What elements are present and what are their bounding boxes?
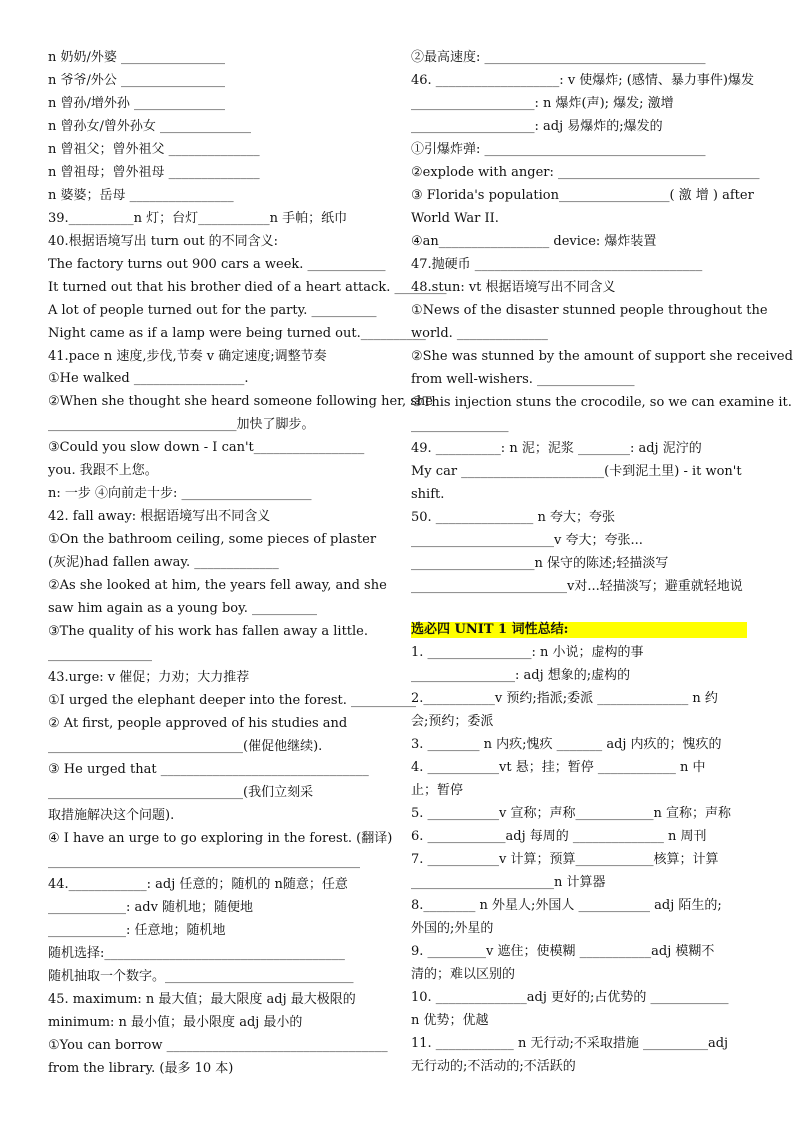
text-line: ______________________________(催促他继续). xyxy=(48,739,323,754)
text-line: n 曾祖父；曾外祖父 ______________ xyxy=(48,142,260,157)
text-line: 随机选择:_____________________________________ xyxy=(48,946,345,961)
text-line: world. ______________ xyxy=(411,326,548,341)
text-line: 3. ________ n 内疚;愧疚 _______ adj 内疚的；愧疚的 xyxy=(411,737,722,752)
text-line: 11. ____________ n 无行动;不采取措施 __________adj xyxy=(411,1036,729,1051)
text-line: ________________ xyxy=(48,647,152,662)
text-line: n 爷爷/外公 ________________ xyxy=(48,73,226,88)
text-line: ④an_________________ device: 爆炸装置 xyxy=(411,234,657,249)
text-line: _______________ xyxy=(411,418,509,433)
text-line: 44.____________: adj 任意的；随机的 n随意；任意 xyxy=(48,877,348,892)
text-line: ②As she looked at him, the years fell away, and she xyxy=(48,578,387,593)
text-line: 取措施解决这个问题). xyxy=(48,808,175,823)
text-line: n 优势；优越 xyxy=(411,1013,489,1028)
text-line: 48.stun: vt 根据语境写出不同含义 xyxy=(411,280,616,295)
text-line: ②When she thought she heard someone following her, she xyxy=(48,394,433,409)
text-line: minimum: n 最小值；最小限度 adj 最小的 xyxy=(48,1015,303,1030)
text-line: ③ He urged that ________________________________ xyxy=(48,762,369,777)
text-line: n 曾孙女/曾外孙女 ______________ xyxy=(48,119,252,134)
text-line: 43.urge: v 催促；力劝；大力推荐 xyxy=(48,670,250,685)
text-line: n: 一步 ④向前走十步: ____________________ xyxy=(48,486,312,501)
text-line: shift. xyxy=(411,487,445,502)
text-line: 8.________ n 外星人;外国人 ___________ adj 陌生的; xyxy=(411,898,722,913)
text-line: ____________: adv 随机地；随便地 xyxy=(48,900,254,915)
text-line: from well-wishers. _______________ xyxy=(411,372,635,387)
text-line: from the library. (最多 10 本) xyxy=(48,1061,234,1076)
text-line: n 婆婆；岳母 ________________ xyxy=(48,188,234,203)
text-line: ___________________: adj 易爆炸的;爆发的 xyxy=(411,119,663,134)
text-line: ②She was stunned by the amount of support she received xyxy=(411,349,793,364)
text-line: ③This injection stuns the crocodile, so we can examine it. xyxy=(411,395,792,410)
text-line: Night came as if a lamp were being turned out.__________ xyxy=(48,326,426,341)
text-line: n 曾孙/增外孙 ______________ xyxy=(48,96,226,111)
text-line: ①You can borrow __________________________________ xyxy=(48,1038,388,1053)
text-line: 41.pace n 速度,步伐,节奏 v 确定速度;调整节奏 xyxy=(48,349,327,364)
text-line: ①On the bathroom ceiling, some pieces of plaster xyxy=(48,532,377,547)
text-line: ________________________________________________ xyxy=(48,854,360,869)
text-line: 7. ___________v 计算；预算____________核算；计算 xyxy=(411,852,719,867)
text-line: ______________________________(我们立刻采 xyxy=(48,785,314,800)
text-line: 1. ________________: n 小说；虚构的事 xyxy=(411,645,644,660)
text-line: 随机抽取一个数字。_____________________________ xyxy=(48,969,354,984)
text-line: 9. _________v 遮住；使模糊 ___________adj 模糊不 xyxy=(411,944,715,959)
text-line: ①I urged the elephant deeper into the forest. __________ xyxy=(48,693,417,708)
text-line: (灰泥)had fallen away. _____________ xyxy=(48,555,279,570)
text-line: 2.___________v 预约;指派;委派 ______________ n 约 xyxy=(411,691,718,706)
text-line: 47.抛硬币 ___________________________________ xyxy=(411,257,703,272)
text-line: 5. ___________v 宣称；声称____________n 宣称；声称 xyxy=(411,806,732,821)
text-line: 外国的;外星的 xyxy=(411,921,494,936)
text-line: 42. fall away: 根据语境写出不同含义 xyxy=(48,509,271,524)
text-line: ②最高速度: __________________________________ xyxy=(411,50,706,65)
text-line: 止；暂停 xyxy=(411,783,464,798)
text-line: ①引爆炸弹: __________________________________ xyxy=(411,142,706,157)
text-line: 无行动的;不活动的;不活跃的 xyxy=(411,1059,576,1074)
text-line: The factory turns out 900 cars a week. ____________ xyxy=(48,257,386,272)
text-line: ②explode with anger: _______________________________ xyxy=(411,165,760,180)
text-line: 10. ______________adj 更好的;占优势的 ____________ xyxy=(411,990,729,1005)
text-line: _____________________________加快了脚步。 xyxy=(48,417,315,432)
text-line: ③Could you slow down - I can't_________________ xyxy=(48,440,365,455)
text-line: 39.__________n 灯；台灯___________n 手帕；纸巾 xyxy=(48,211,348,226)
text-line: 46. ___________________: v 使爆炸; (感情、暴力事件)爆发 xyxy=(411,73,754,88)
text-line: ______________________n 计算器 xyxy=(411,875,606,890)
text-line: It turned out that his brother died of a heart attack. ________ xyxy=(48,280,447,295)
text-line: you. 我跟不上您。 xyxy=(48,463,158,478)
text-line: ③ Florida's population_________________( 激 增 ) after xyxy=(411,188,754,203)
text-line: ____________: 任意地；随机地 xyxy=(48,923,226,938)
text-line: ② At first, people approved of his studies and xyxy=(48,716,348,731)
text-line: A lot of people turned out for the party. __________ xyxy=(48,303,377,318)
text-line: 49. __________: n 泥；泥浆 ________: adj 泥泞的 xyxy=(411,441,702,456)
text-line: n 曾祖母；曾外祖母 ______________ xyxy=(48,165,260,180)
text-line: My car ______________________(卡到泥土里) - it won't xyxy=(411,464,742,479)
text-line: 40.根据语境写出 turn out 的不同含义: xyxy=(48,234,279,249)
text-line: ①He walked _________________. xyxy=(48,371,249,386)
text-line: saw him again as a young boy. __________ xyxy=(48,601,317,616)
text-line: n 奶奶/外婆 ________________ xyxy=(48,50,226,65)
text-line: ③The quality of his work has fallen away a little. xyxy=(48,624,369,639)
text-line: ___________________: n 爆炸(声); 爆发; 激增 xyxy=(411,96,674,111)
text-line: ________________________v对...轻描淡写；避重就轻地说 xyxy=(411,579,743,594)
text-line: 45. maximum: n 最大值；最大限度 adj 最大极限的 xyxy=(48,992,356,1007)
text-line: ___________________n 保守的陈述;轻描淡写 xyxy=(411,556,669,571)
text-line: 4. ___________vt 悬；挂；暂停 ____________ n 中 xyxy=(411,760,706,775)
text-line: ①News of the disaster stunned people throughout the xyxy=(411,303,768,318)
text-line: World War II. xyxy=(411,211,499,226)
text-line: ________________: adj 想象的;虚构的 xyxy=(411,668,631,683)
text-line: 清的；难以区别的 xyxy=(411,967,516,982)
text-line: 50. _______________ n 夸大；夸张 xyxy=(411,510,615,525)
section-heading: 选必四 UNIT 1 词性总结: xyxy=(411,622,747,638)
text-line: 6. ____________adj 每周的 ______________ n 周刊 xyxy=(411,829,707,844)
text-line: ④ I have an urge to go exploring in the forest. (翻译) xyxy=(48,831,393,846)
text-line: ______________________v 夸大；夸张... xyxy=(411,533,643,548)
text-line: 会;预约；委派 xyxy=(411,714,494,729)
